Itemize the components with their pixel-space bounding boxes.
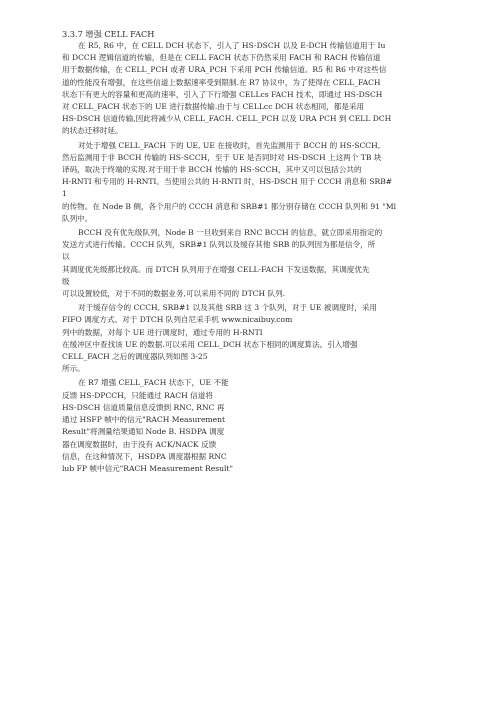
section-heading: 3.3.7 增强 CELL FACH	[62, 29, 155, 39]
text-line: 信息，在这种情况下，HSDPA 调度器根据 RNC	[62, 451, 227, 461]
text-line: 发送方式进行传输。CCCH 队列，SRB#1 队列以及缓存其他 SRB 的队列因为都是信令，所	[62, 240, 376, 250]
text-line: H-RNTI 和专用的 H-RNTI。当使用公共的 H-RNTI 时，HS-DSCH 用于 CCCH 消息和 SRB#	[62, 177, 393, 187]
text-line: 器在调度数据时，由于没有 ACK/NACK 反馈	[62, 439, 217, 449]
paragraph-intro	[62, 40, 442, 138]
text-line: 在 R5, R6 中，在 CELL DCH 状态下，引入了 HS-DSCH 以及 E-DCH 传输信道用于 Iu	[78, 41, 386, 50]
text-line: 的状态迁移时延。	[62, 126, 123, 136]
text-line: 队列中。	[62, 213, 93, 223]
text-line: 列中的数据，对每个 UE 进行调度时，通过专用的 H-RNTI	[62, 327, 263, 337]
text-line: FIFO 调度方式。对于 DTCH 队列自尼采手机 www.nicaibuy.com	[62, 315, 293, 325]
text-line: 对处于增强 CELL_FACH 下的 UE, UE 在接收时，首先监测用于 BCCH 的 HS-SCCH,	[78, 140, 381, 150]
paragraph-scheduling	[62, 302, 442, 375]
text-line: 其调度优先级都比较高。而 DTCH 队列用于在增强 CELL-FACH 下发送数据，其调度优先	[62, 264, 370, 274]
text-line: Result"将测量结果通知 Node B. HSDPA 调度	[62, 427, 225, 437]
text-line: 通过 HSFP 帧中的信元"RACH Measurement	[62, 415, 226, 425]
text-line: 状态下有更大的容量和更高的速率，引入了下行增强 CELLcs FACH 技术，即通过 HS-DSCH	[62, 89, 383, 99]
text-line: 在缓冲区中查找该 UE 的数据.可以采用 CELL_DCH 状态下相同的调度算法。引入增强	[62, 339, 358, 349]
text-line: HS-DSCH 信道传输,因此将减少从 CELL_FACH. CELL_PCH 以及 URA PCH 到 CELL DCH	[62, 114, 392, 124]
text-line: 用于数据传输，在 CELL_PCH 或者 URA_PCH 下采用 PCH 传输信道。R5 和 R6 中对这些信	[62, 65, 387, 75]
text-line: 然后监测用于非 BCCH 传输的 HS-SCCH，至于 UE 是否同时对 HS-DSCH 上这两个 TB 块	[62, 152, 382, 162]
text-line: lub FP 帧中信元"RACH Measurement Result"	[62, 463, 234, 473]
paragraph-r7-feedback	[62, 377, 312, 475]
text-line: BCCH 没有优先级队列，Node B 一旦收到来自 RNC BCCH 的信息，就立即采用指定的	[78, 228, 383, 238]
text-line: HS-DSCH 信道质量信息反馈到 RNC, RNC 再	[62, 402, 225, 412]
text-line: 1	[62, 189, 67, 199]
text-line: 和 DCCH 逻辑信道的传输，但是在 CELL FACH 状态下仍然采用 FACH 和 RACH 传输信道	[62, 53, 381, 63]
text-line: CELL_FACH 之后的调度器队列如图 3-25	[62, 352, 208, 362]
text-line: 道的性能没有增强，在这些信道上数据速率受到限制.在 R7 协议中，为了使得在 CELL_FACH	[62, 77, 381, 87]
text-line: 译码，取决于终端的实现.对于用于非 BCCH 传输的 HS-SCCH，其中又可以包括公共的	[62, 165, 362, 175]
text-line: 所示。	[62, 364, 85, 374]
text-line: 级	[62, 276, 70, 286]
text-line: 在 R7 增强 CELL_FACH 状态下，UE 不能	[78, 378, 229, 388]
text-line: 对 CELL_FACH 状态下的 UE 进行数据传输.由于与 CELLcc DCH 状态相同，都是采用	[62, 102, 365, 112]
text-line: 反馈 HS-DPCCH，只能通过 RACH 信道将	[62, 390, 213, 400]
paragraph-ue-reception	[62, 140, 442, 225]
paragraph-bcch-queue	[62, 227, 442, 300]
text-line: 的传物。在 Node B 侧，各个用户的 CCCH 消息和 SRB#1 都分别存储在 CCCH 队列和 91 "Ml	[62, 201, 397, 211]
text-line: 可以设置较低，对于不同的数据业务,可以采用不同的 DTCH 队列.	[62, 289, 286, 299]
text-line: 以	[62, 252, 70, 262]
text-line: 对于缓存信令的 CCCH, SRB#1 以及其他 SRB 这 3 个队列，对于 UE 被调度时，采用	[78, 303, 378, 313]
document-page	[62, 28, 442, 475]
